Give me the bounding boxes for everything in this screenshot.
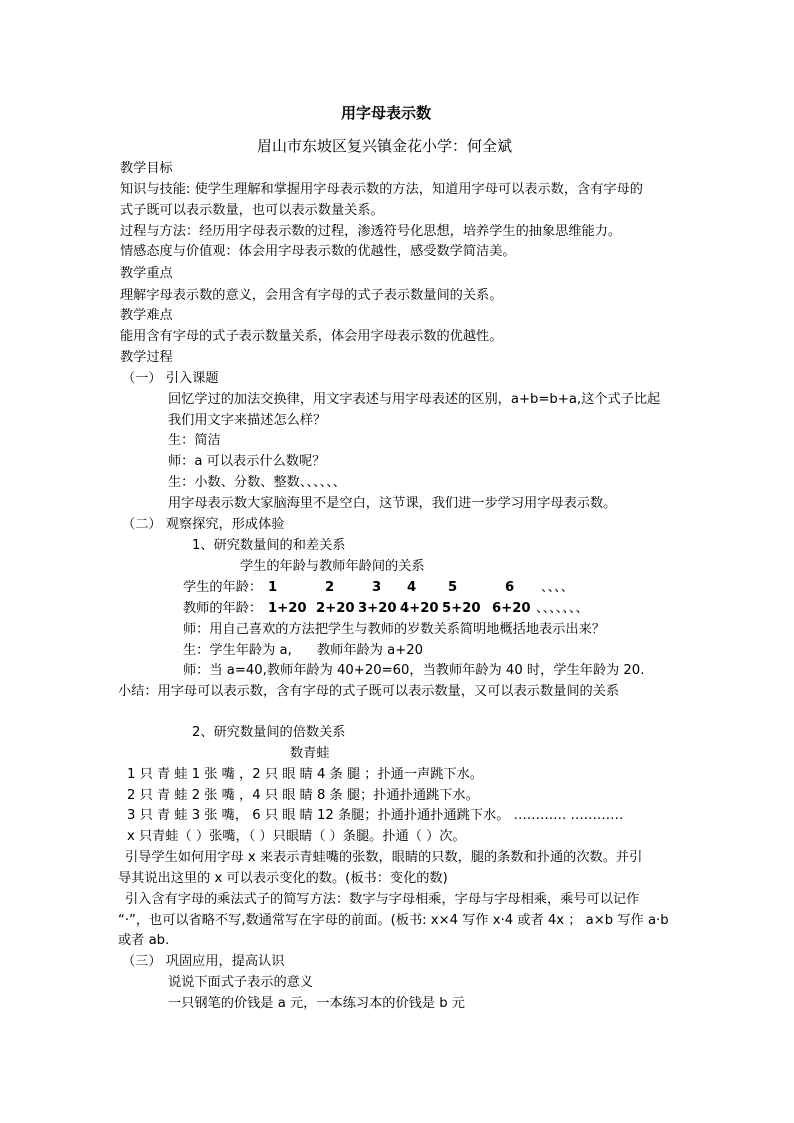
section2-caption: 数青蛙 [290, 746, 330, 761]
part1-line1: 回忆学过的加法交换律，用文字表述与用字母表述的区别，a+b=b+a,这个式子比起 [168, 392, 661, 407]
guide-line1: 引导学生如何用字母 x 来表示青蛙嘴的张数，眼睛的只数，腿的条数和扑通的次数。并引 [125, 850, 643, 865]
part1-line4: 师：a 可以表示什么数呢？ [168, 454, 326, 469]
multiplication-line1: 引入含有字母的乘法式子的简写方法：数字与字母相乘，字母与字母相乘，乘号可以记作 [125, 892, 640, 907]
objective-knowledge-line1: 知识与技能: 使学生理解和掌握用字母表示数的方法，知道用字母可以表示数，含有字母的 [120, 182, 643, 197]
student-age-cell: 3 [372, 580, 382, 595]
part1-line3: 生：简洁 [168, 433, 221, 448]
difficulties-heading: 教学难点 [120, 308, 173, 323]
objectives-heading: 教学目标 [120, 161, 173, 176]
teacher-age-cell: 1+20 [268, 601, 307, 616]
part1-line2: 我们用文字来描述怎么样？ [168, 413, 327, 428]
teacher-age-cell: 5+20 [442, 601, 481, 616]
teacher-age-label: 教师的年龄： [183, 601, 263, 616]
part3-heading: （三） 巩固应用，提高认识 [122, 954, 285, 969]
multiplication-line3: 或者 ab. [118, 933, 170, 948]
student-answer-age: 生：学生年龄为 a, [183, 643, 292, 658]
frog-line3: 3 只 青 蛙 3 张 嘴， 6 只 眼 睛 12 条腿；扑通扑通扑通跳下水。 ………… ………… [127, 808, 624, 823]
frog-line-x: x 只青蛙（ ）张嘴，（ ）只眼睛（ ）条腿。扑通（ ）次。 [127, 829, 466, 844]
doc-author: 眉山市东坡区复兴镇金花小学：何全斌 [257, 137, 513, 155]
frog-line1: 1 只 青 蛙 1 张 嘴 ，2 只 眼 睛 4 条 腿 ；扑通一声跳下水。 [127, 767, 483, 782]
student-age-cell: 2 [325, 580, 335, 595]
student-age-cell: 4 [407, 580, 417, 595]
teacher-age-ellipsis: 、、、、、、、 [536, 601, 589, 616]
teacher-age-cell: 2+20 [316, 601, 355, 616]
teacher-question: 师：用自己喜欢的方法把学生与教师的岁数关系简明地概括地表示出来？ [183, 622, 605, 637]
key-points-heading: 教学重点 [120, 266, 173, 281]
teacher-age-cell: 3+20 [358, 601, 397, 616]
part1-line6: 用字母表示数大家脑海里不是空白，这节课，我们进一步学习用字母表示数。 [168, 496, 617, 511]
doc-title: 用字母表示数 [341, 104, 432, 122]
frog-line2: 2 只 青 蛙 2 张 嘴 ，4 只 眼 睛 8 条 腿；扑通扑通跳下水。 [127, 788, 479, 803]
student-age-ellipsis: 、、、、 [541, 580, 574, 595]
multiplication-line2: “·”，也可以省略不写,数通常写在字母的前面。(板书: x×4 写作 x·4 或者 4x ； a×b 写作 a·b [118, 913, 669, 928]
section1-caption: 学生的年龄与教师年龄间的关系 [240, 559, 425, 574]
part1-line5: 生：小数、分数、整数、、、、、、 [168, 475, 346, 490]
part2-heading: （二） 观察探究，形成体验 [122, 517, 285, 532]
objective-process: 过程与方法：经历用字母表示数的过程，渗透符号化思想，培养学生的抽象思维能力。 [120, 224, 622, 239]
summary-text: 小结：用字母可以表示数，含有字母的式子既可以表示数量，又可以表示数量间的关系 [118, 684, 620, 699]
process-heading: 教学过程 [120, 350, 173, 365]
part1-heading: （一） 引入课题 [122, 371, 219, 386]
teacher-age-cell: 4+20 [400, 601, 439, 616]
part3-line2: 一只钢笔的价钱是 a 元，一本练习本的价钱是 b 元 [168, 996, 465, 1011]
teacher-age-cell: 6+20 [492, 601, 531, 616]
student-age-label: 学生的年龄： [183, 580, 263, 595]
student-age-cell: 6 [505, 580, 515, 595]
teacher-example: 师：当 a=40,教师年龄为 40+20=60，当教师年龄为 40 时，学生年龄为 20. [183, 663, 645, 678]
key-points-text: 理解字母表示数的意义，会用含有字母的式子表示数量间的关系。 [120, 288, 503, 303]
section1-heading: 1、研究数量间的和差关系 [192, 538, 346, 553]
difficulties-text: 能用含有字母的式子表示数量关系，体会用字母表示数的优越性。 [120, 329, 503, 344]
student-age-cell: 5 [448, 580, 458, 595]
student-age-cell: 1 [268, 580, 278, 595]
guide-line2: 导其说出这里的 x 可以表示变化的数。(板书：变化的数) [118, 871, 448, 886]
objective-knowledge-line2: 式子既可以表示数量，也可以表示数量关系。 [120, 203, 384, 218]
objective-emotion: 情感态度与价值观：体会用字母表示数的优越性，感受数学简洁美。 [120, 244, 516, 259]
section2-heading: 2、研究数量间的倍数关系 [192, 725, 346, 740]
student-answer-teacher-age: 教师年龄为 a+20 [317, 643, 424, 658]
part3-line1: 说说下面式子表示的意义 [168, 975, 314, 990]
